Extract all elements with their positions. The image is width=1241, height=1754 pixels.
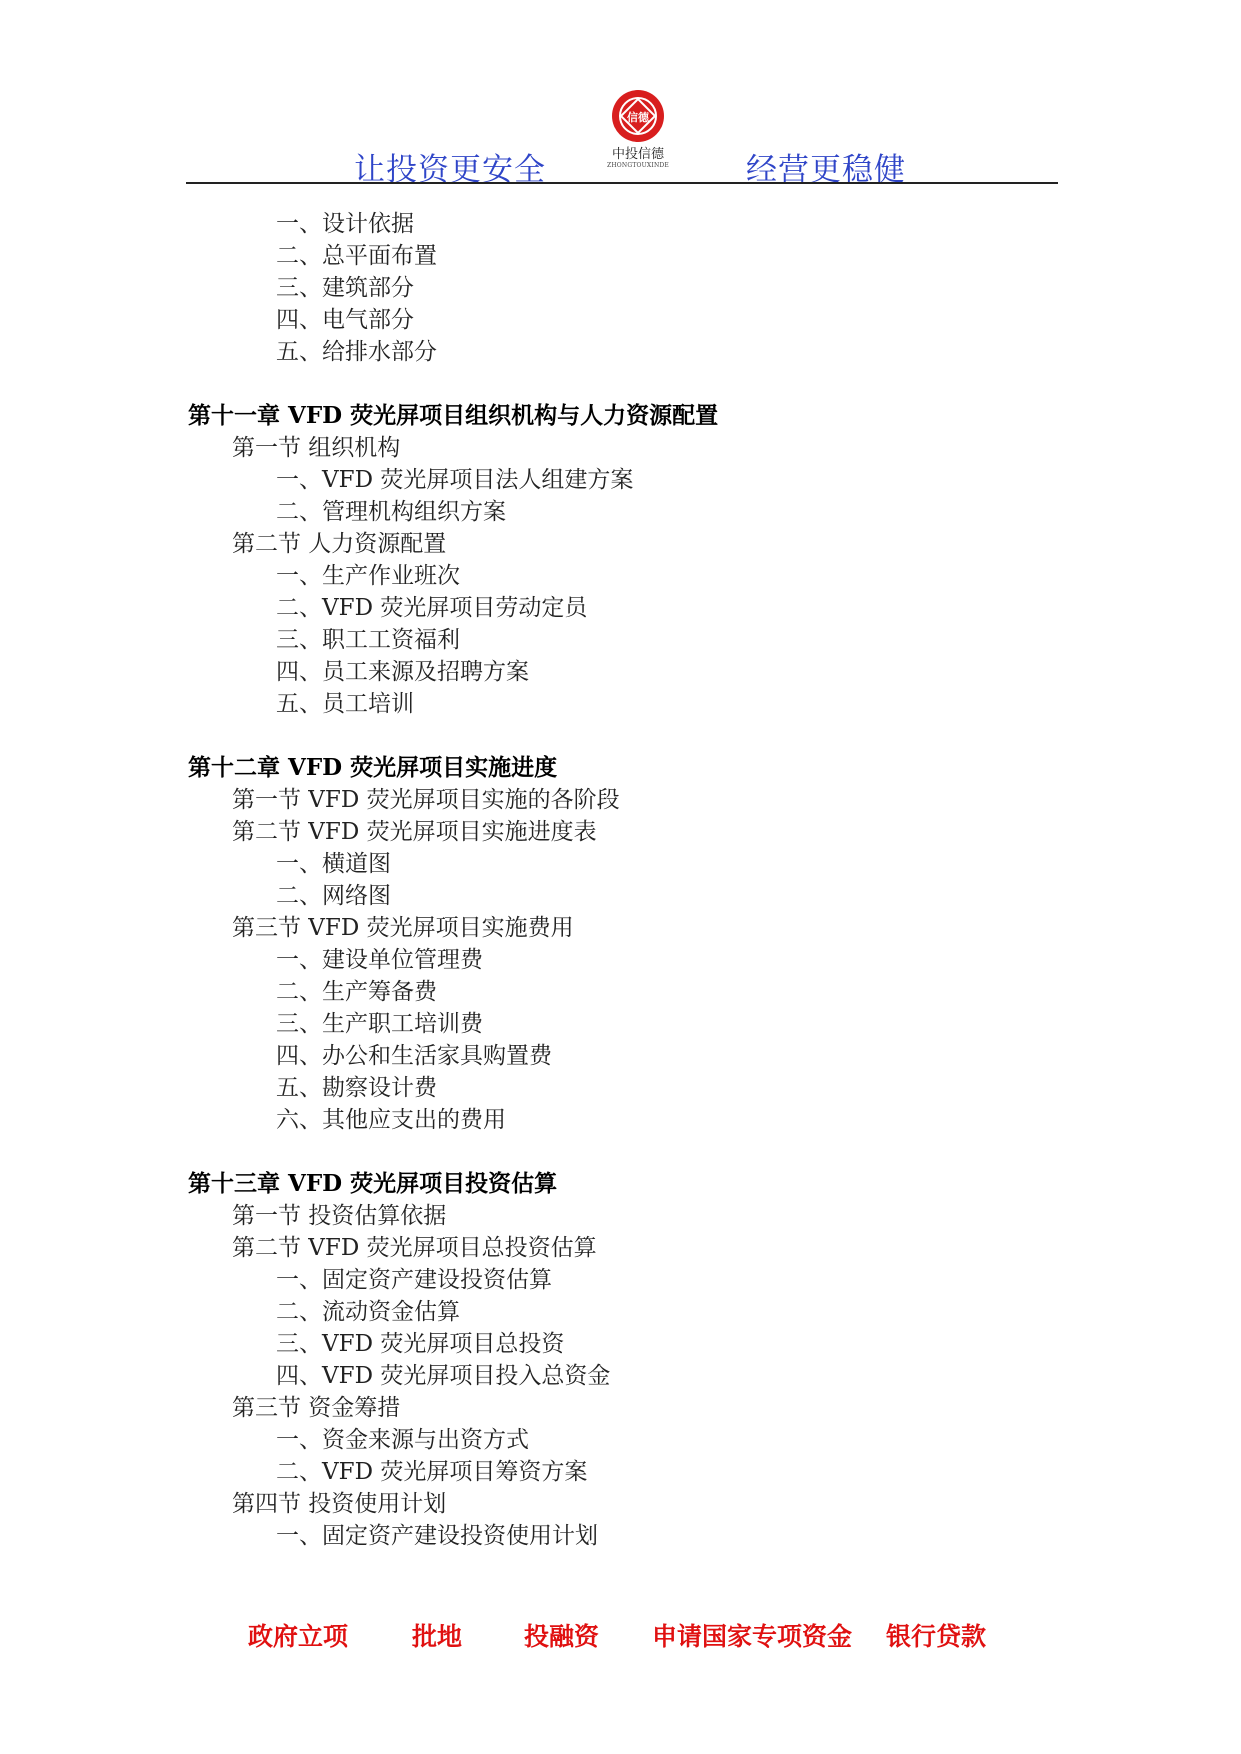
toc-item: 五、员工培训: [276, 691, 414, 717]
toc-section: 第二节 人力资源配置: [232, 531, 447, 557]
toc-item: 三、生产职工培训费: [276, 1011, 483, 1037]
logo-subtext: ZHONGTOUXINDE: [606, 162, 670, 169]
footer-link-land-approval[interactable]: 批地: [412, 1622, 463, 1651]
footer-link-financing[interactable]: 投融资: [524, 1622, 600, 1651]
toc-item: 一、VFD 荧光屏项目法人组建方案: [276, 467, 634, 493]
toc-section: 第二节 VFD 荧光屏项目实施进度表: [232, 819, 597, 845]
header-slogan-left: 让投资更安全: [354, 152, 546, 188]
toc-item: 二、网络图: [276, 883, 391, 909]
toc-item: 三、建筑部分: [276, 275, 414, 301]
toc-item: 三、VFD 荧光屏项目总投资: [276, 1331, 565, 1357]
page-header: [186, 88, 1058, 188]
page-footer: [0, 1617, 1241, 1657]
toc-section: 第三节 VFD 荧光屏项目实施费用: [232, 915, 574, 941]
toc-section: 第一节 VFD 荧光屏项目实施的各阶段: [232, 787, 620, 813]
logo-mark-text: 信德: [627, 111, 649, 124]
toc-item: 四、VFD 荧光屏项目投入总资金: [276, 1363, 611, 1389]
toc-section: 第一节 投资估算依据: [232, 1203, 447, 1229]
toc-item: 四、办公和生活家具购置费: [276, 1043, 552, 1069]
toc-item: 五、给排水部分: [276, 339, 437, 365]
header-slogan-right: 经营更稳健: [746, 152, 906, 188]
toc-chapter-13: 第十三章 VFD 荧光屏项目投资估算: [188, 1170, 558, 1197]
toc-section: 第一节 组织机构: [232, 435, 401, 461]
toc-chapter-11: 第十一章 VFD 荧光屏项目组织机构与人力资源配置: [188, 402, 719, 429]
toc-item: 一、资金来源与出资方式: [276, 1427, 529, 1453]
toc-item: 二、VFD 荧光屏项目筹资方案: [276, 1459, 588, 1485]
toc-item: 三、职工工资福利: [276, 627, 460, 653]
footer-link-bank-loan[interactable]: 银行贷款: [886, 1622, 987, 1651]
header-divider: [186, 182, 1058, 184]
toc-section: 第二节 VFD 荧光屏项目总投资估算: [232, 1235, 597, 1261]
toc-item: 二、生产筹备费: [276, 979, 437, 1005]
company-logo: [598, 88, 678, 178]
toc-item: 一、固定资产建设投资使用计划: [276, 1523, 598, 1549]
toc-item: 一、生产作业班次: [276, 563, 460, 589]
toc-section: 第四节 投资使用计划: [232, 1491, 447, 1517]
logo-emblem-icon: [598, 88, 678, 148]
footer-link-special-funds[interactable]: 申请国家专项资金: [652, 1622, 853, 1651]
toc-item: 二、VFD 荧光屏项目劳动定员: [276, 595, 588, 621]
toc-item: 五、勘察设计费: [276, 1075, 437, 1101]
toc-item: 四、员工来源及招聘方案: [276, 659, 529, 685]
toc-item: 一、建设单位管理费: [276, 947, 483, 973]
toc-item: 六、其他应支出的费用: [276, 1107, 506, 1133]
footer-link-government-approval[interactable]: 政府立项: [248, 1622, 349, 1651]
toc-item: 四、电气部分: [276, 307, 414, 333]
logo-text: 中投信德: [611, 147, 664, 162]
toc-section: 第三节 资金筹措: [232, 1395, 401, 1421]
toc-item: 二、总平面布置: [276, 243, 437, 269]
toc-item: 二、流动资金估算: [276, 1299, 460, 1325]
toc-item: 一、设计依据: [276, 211, 414, 237]
toc-chapter-12: 第十二章 VFD 荧光屏项目实施进度: [188, 754, 558, 781]
toc-item: 一、固定资产建设投资估算: [276, 1267, 552, 1293]
toc-item: 一、横道图: [276, 851, 391, 877]
toc-item: 二、管理机构组织方案: [276, 499, 506, 525]
